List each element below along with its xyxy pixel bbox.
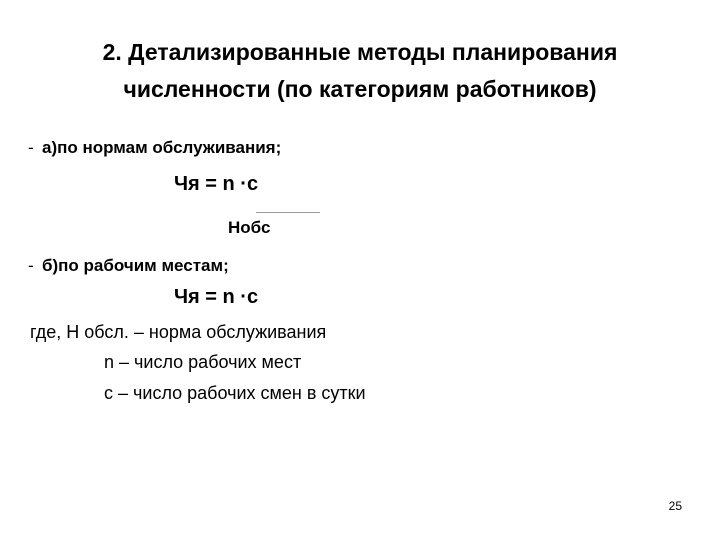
list-item-a	[28, 138, 282, 158]
formula-a: Чя = n ·c	[174, 173, 259, 195]
legend-line-3: с – число рабочих смен в сутки	[104, 383, 366, 403]
fraction-bar	[256, 212, 320, 213]
list-item-b	[28, 256, 229, 276]
bullet-dash: -	[28, 138, 34, 157]
bullet-dash: -	[28, 256, 34, 275]
legend-line-1: где, Н обсл. – норма обслуживания	[30, 322, 327, 342]
list-item-b-text: б)по рабочим местам;	[42, 256, 229, 275]
formula-a-denominator: Нобс	[228, 218, 271, 237]
page-number: 25	[668, 499, 682, 513]
slide-title-line-2: численности (по категориям работников)	[123, 76, 597, 102]
formula-b: Чя = n ·c	[174, 286, 259, 308]
legend-line-2: n – число рабочих мест	[104, 352, 302, 372]
slide-title-line-1: 2. Детализированные методы планирования	[102, 39, 618, 65]
slide-title	[20, 34, 700, 108]
list-item-a-text: а)по нормам обслуживания;	[42, 138, 282, 157]
